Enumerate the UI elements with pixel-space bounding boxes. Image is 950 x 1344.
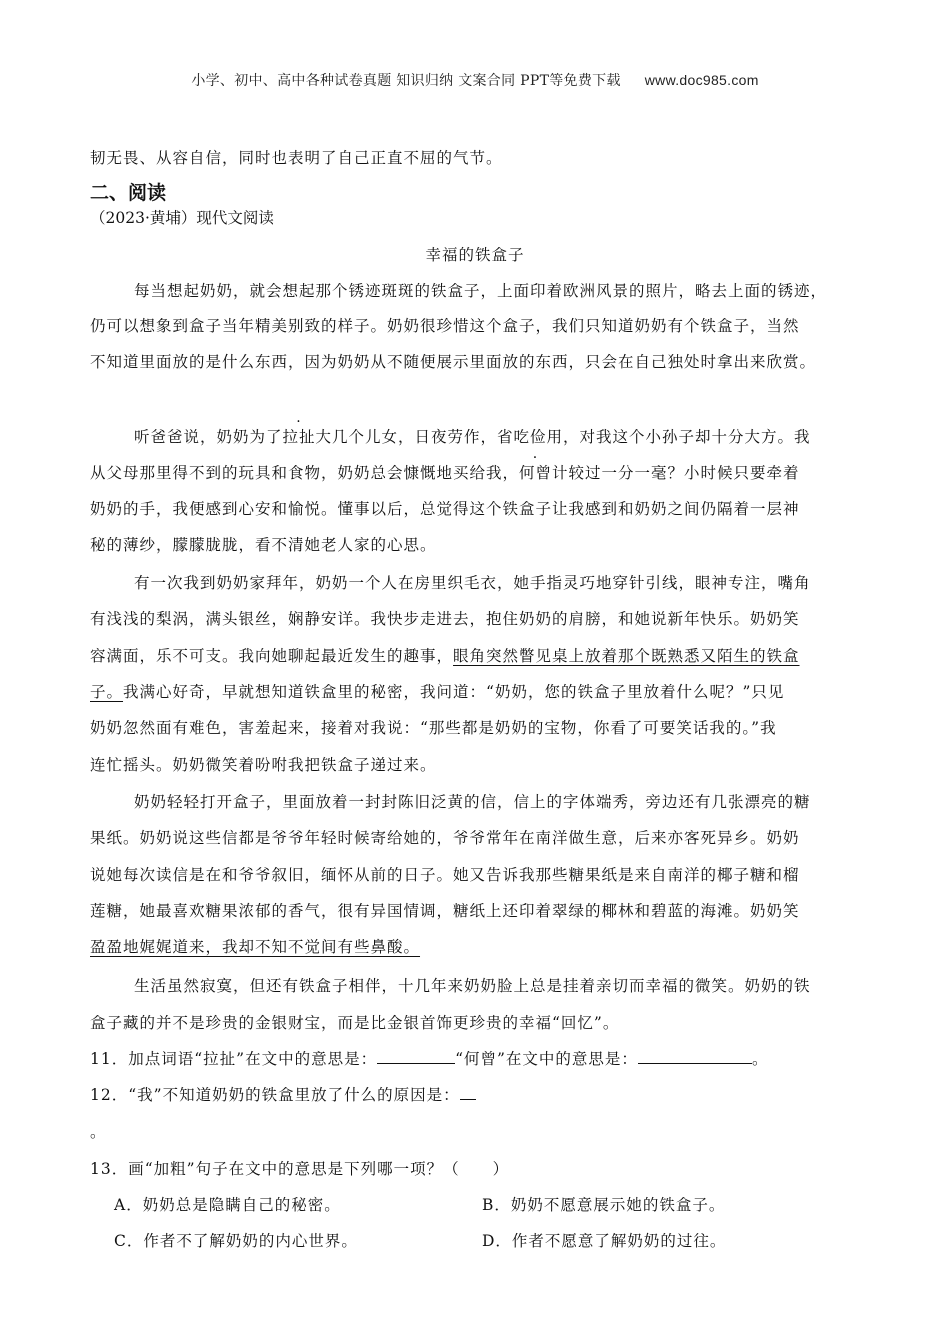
underlined-sentence: 子。 (90, 683, 124, 701)
answer-blank-q12[interactable] (460, 1085, 476, 1100)
p1-line: 每当想起奶奶，就会想起那个锈迹斑斑的铁盒子，上面印着欧洲风景的照片，略去上面的锈迹， (134, 282, 828, 300)
p4-line: 莲糖，她最喜欢糖果浓郁的香气，很有异国情调，糖纸上还印着翠绿的椰林和碧蓝的海滩。奶奶笑 (90, 902, 800, 920)
q11-end: 。 (751, 1050, 769, 1068)
q12-end: 。 (90, 1123, 107, 1141)
p3-text: 容满面，乐不可支。我向她聊起最近发生的趣事， (90, 647, 454, 665)
p2-text: 大几个儿女，日夜劳作，省吃俭用，对我这个小孙子却十分大方。我 (315, 428, 811, 446)
q12-text: 12．“我”不知道奶奶的铁盒里放了什么的原因是： (90, 1086, 460, 1104)
option-d[interactable]: D．作者不愿意了解奶奶的过往。 (482, 1232, 727, 1250)
p5-line: 盒子藏的并不是珍贵的金银财宝，而是比金银首饰更珍贵的幸福“回忆”。 (90, 1014, 620, 1032)
p4-line: 说她每次读信是在和爷爷叙旧，缅怀从前的日子。她又告诉我那些糖果纸是来自南洋的椰子糖和榴 (90, 866, 800, 884)
p3-line: 奶奶忽然面有难色，害羞起来，接着对我说：“那些都是奶奶的宝物，你看了可要笑话我的。”我 (90, 719, 777, 737)
continuation-text: 韧无畏、从容自信，同时也表明了自己正直不屈的气节。 (90, 149, 503, 167)
p2-text: 从父母那里得不到的玩具和食物，奶奶总会慷慨地买给我， (90, 464, 520, 482)
p2-text: 计较过一分一毫？小时候只要牵着 (552, 464, 800, 482)
option-a[interactable]: A．奶奶总是隐瞒自己的秘密。 (114, 1196, 341, 1214)
p3-line: 有一次我到奶奶家拜年，奶奶一个人在房里织毛衣，她手指灵巧地穿针引线，眼神专注，嘴角 (134, 574, 811, 592)
p4-line: 果纸。奶奶说这些信都是爷爷年轻时候寄给她的，爷爷常年在南洋做生意，后来亦客死异乡。奶奶 (90, 829, 800, 847)
p3-line (90, 644, 870, 666)
p5-line: 生活虽然寂寞，但还有铁盒子相伴，十几年来奶奶脸上总是挂着亲切而幸福的微笑。奶奶的铁 (134, 977, 811, 995)
header-site-link[interactable]: www.doc985.com (644, 72, 759, 88)
section-source: （2023·黄埔）现代文阅读 (90, 209, 274, 227)
q11-text: 11．加点词语“拉扯”在文中的意思是： (90, 1050, 378, 1068)
p4-line (90, 935, 870, 957)
p3-line: 连忙摇头。奶奶微笑着吩咐我把铁盒子递过来。 (90, 756, 437, 774)
p2-line: 秘的薄纱，朦朦胧胧，看不清她老人家的心思。 (90, 536, 437, 554)
dotted-word-lache: 拉扯 (282, 428, 316, 446)
option-b[interactable]: B．奶奶不愿意展示她的铁盒子。 (482, 1196, 726, 1214)
dotted-word-heceng: 何曾 (519, 464, 553, 482)
page-header (0, 70, 950, 90)
section-title: 二、阅读 (90, 182, 167, 204)
p1-line: 不知道里面放的是什么东西，因为奶奶从不随便展示里面放的东西，只会在自己独处时拿出来欣赏。 (90, 353, 817, 371)
article-title: 幸福的铁盒子 (425, 246, 525, 264)
p2-line (90, 461, 870, 483)
answer-blank-heceng[interactable] (638, 1049, 752, 1064)
q11-text: “何曾”在文中的意思是： (455, 1050, 638, 1068)
p1-line: 仍可以想象到盒子当年精美别致的样子。奶奶很珍惜这个盒子，我们只知道奶奶有个铁盒子，当然 (90, 317, 800, 335)
question-11 (90, 1047, 870, 1069)
answer-blank-lache[interactable] (377, 1049, 455, 1064)
p3-text: 我满心好奇，早就想知道铁盒里的秘密，我问道：“奶奶，您的铁盒子里放着什么呢？”只见 (123, 683, 785, 701)
p4-line: 奶奶轻轻打开盒子，里面放着一封封陈旧泛黄的信，信上的字体端秀，旁边还有几张漂亮的糖 (134, 793, 811, 811)
option-c[interactable]: C．作者不了解奶奶的内心世界。 (114, 1232, 358, 1250)
p2-text: 听爸爸说，奶奶为了 (134, 428, 283, 446)
p3-line: 有浅浅的梨涡，满头银丝，娴静安详。我快步走进去，抱住奶奶的肩膀，和她说新年快乐。奶奶笑 (90, 610, 800, 628)
underlined-sentence: 盈盈地娓娓道来，我却不知不觉间有些鼻酸。 (90, 938, 421, 956)
header-text: 小学、初中、高中各种试卷真题 知识归纳 文案合同 PPT等免费下载 (191, 73, 621, 89)
question-12 (90, 1083, 870, 1105)
underlined-sentence: 眼角突然瞥见桌上放着那个既熟悉又陌生的铁盒 (453, 647, 800, 665)
p2-line (134, 425, 870, 447)
p3-line (90, 680, 870, 702)
question-13: 13．画“加粗”句子在文中的意思是下列哪一项？（ ） (90, 1160, 510, 1178)
p2-line: 奶奶的手，我便感到心安和愉悦。懂事以后，总觉得这个铁盒子让我感到和奶奶之间仍隔着一层神 (90, 500, 800, 518)
